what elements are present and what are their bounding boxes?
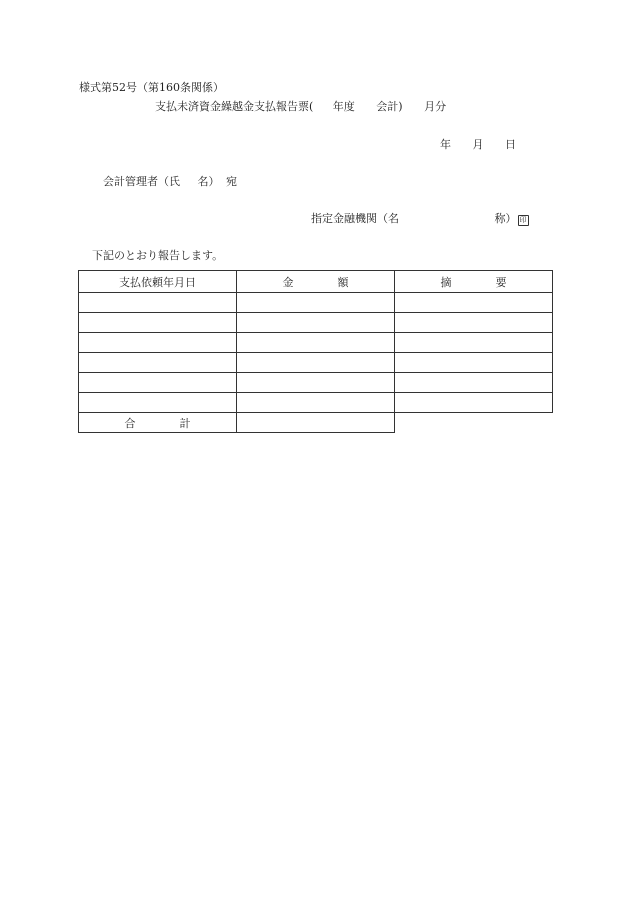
cell-summary[interactable]: [395, 393, 553, 413]
addressee-name-suffix: 名）: [197, 175, 220, 188]
cell-request-date[interactable]: [79, 353, 237, 373]
cell-request-date[interactable]: [79, 313, 237, 333]
table-row: [79, 373, 553, 393]
cell-summary[interactable]: [395, 353, 553, 373]
report-date: [440, 138, 516, 152]
cell-amount[interactable]: [237, 293, 395, 313]
header-request-date: 支払依頼年月日: [79, 271, 237, 293]
cell-summary[interactable]: [395, 333, 553, 353]
title-open-paren: (: [309, 100, 314, 113]
cell-amount[interactable]: [237, 313, 395, 333]
title-close-paren: ): [398, 100, 403, 113]
date-month: 月: [472, 138, 484, 151]
date-year: 年: [440, 138, 451, 151]
cell-amount[interactable]: [237, 353, 395, 373]
total-blank: [395, 413, 553, 433]
date-day: 日: [505, 138, 516, 151]
cell-summary[interactable]: [395, 313, 553, 333]
cell-amount[interactable]: [237, 333, 395, 353]
addressee-prefix: 会計管理者（氏: [103, 175, 180, 188]
cell-summary[interactable]: [395, 373, 553, 393]
cell-amount[interactable]: [237, 393, 395, 413]
addressee: [103, 175, 237, 189]
title-main: 支払未済資金繰越金支払報告票: [155, 100, 309, 113]
sender: [311, 212, 529, 226]
header-summary: 摘 要: [395, 271, 553, 293]
form-number: 様式第52号（第160条関係）: [79, 81, 224, 94]
table-row: [79, 333, 553, 353]
header-amount: 金 額: [237, 271, 395, 293]
cell-request-date[interactable]: [79, 293, 237, 313]
total-row: [79, 413, 553, 433]
addressee-honorific: 宛: [226, 175, 237, 188]
total-label: 合 計: [79, 413, 237, 433]
seal-mark: 印: [519, 216, 527, 224]
sender-prefix: 指定金融機関（名: [311, 212, 399, 225]
table-row: [79, 393, 553, 413]
report-table: [78, 270, 553, 433]
form-title: [155, 100, 446, 114]
title-account-unit: 会計: [376, 100, 399, 113]
cell-request-date[interactable]: [79, 393, 237, 413]
total-amount[interactable]: [237, 413, 395, 433]
table-header-row: [79, 271, 553, 293]
cell-summary[interactable]: [395, 293, 553, 313]
title-fiscal-year-unit: 年度: [332, 100, 355, 113]
table-row: [79, 293, 553, 313]
table-row: [79, 313, 553, 333]
cell-request-date[interactable]: [79, 333, 237, 353]
intro-text: 下記のとおり報告します。: [92, 249, 224, 262]
cell-amount[interactable]: [237, 373, 395, 393]
table-row: [79, 353, 553, 373]
cell-request-date[interactable]: [79, 373, 237, 393]
sender-suffix: 称）: [494, 212, 517, 225]
title-month-unit: 月分: [424, 100, 447, 113]
